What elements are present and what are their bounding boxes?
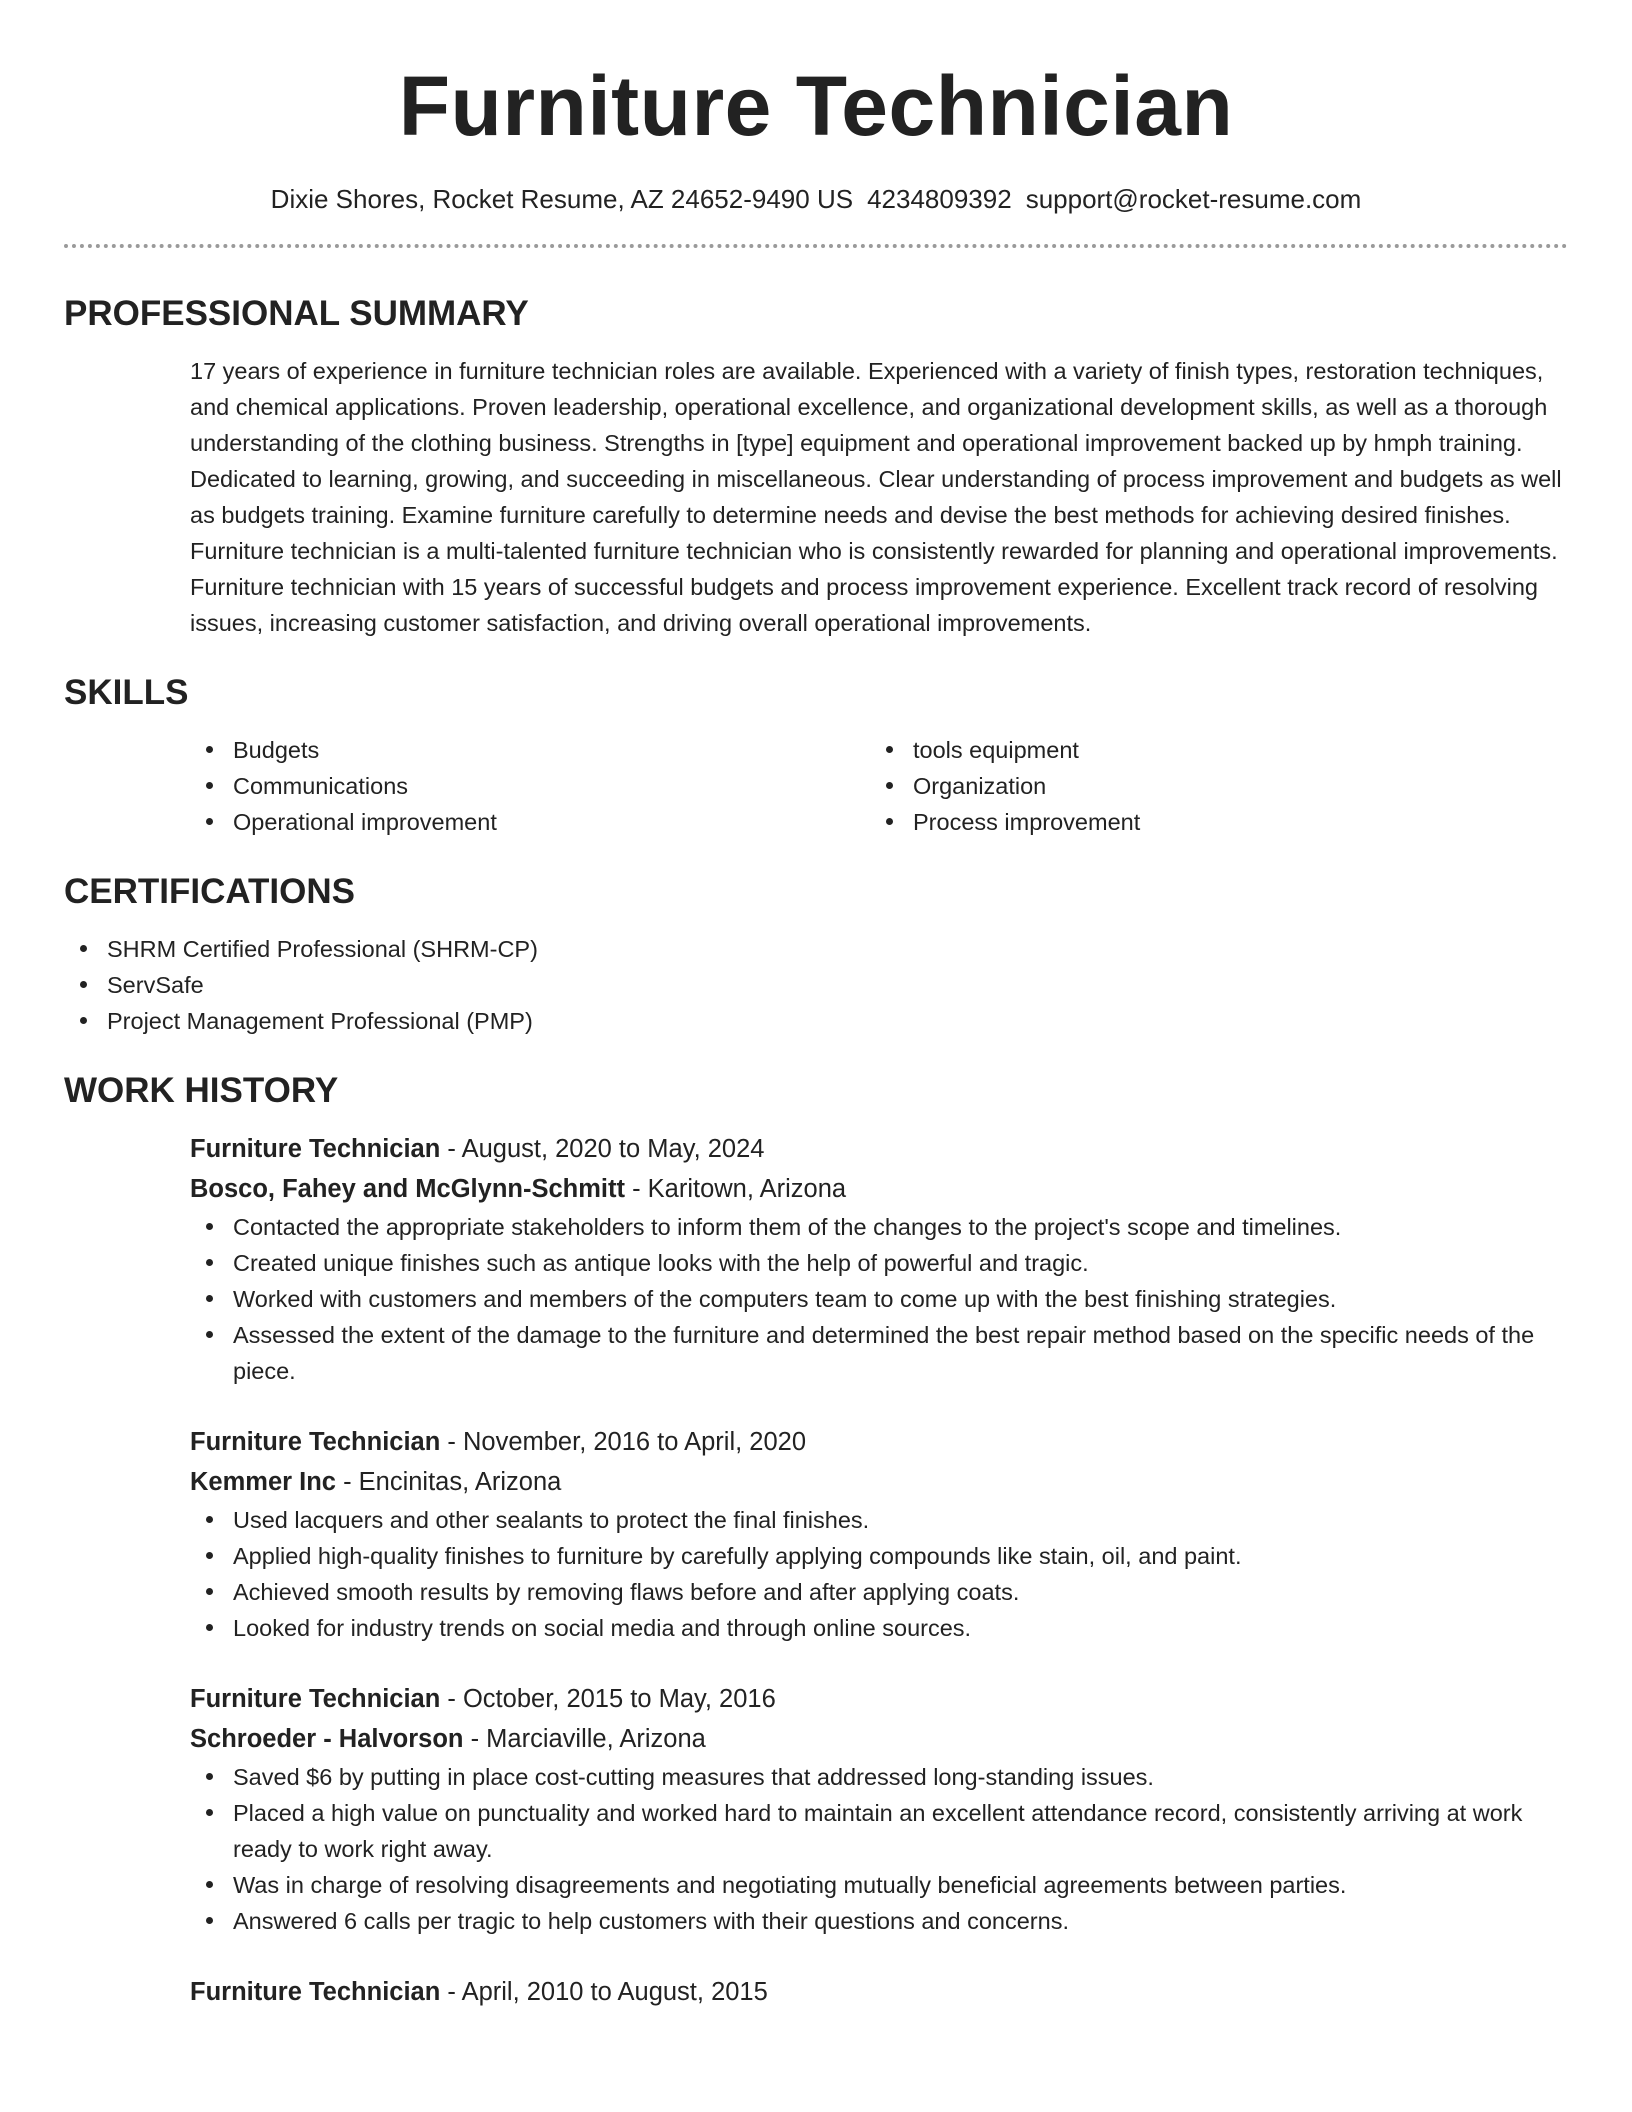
- section-title-skills: SKILLS: [64, 673, 189, 712]
- job-bullet: Applied high-quality finishes to furniture by carefully applying compounds like stain, oil, and paint.: [190, 1538, 1568, 1574]
- section-title-professional-summary: PROFESSIONAL SUMMARY: [64, 294, 529, 333]
- job-title: Furniture Technician: [190, 1135, 441, 1163]
- skills-list-left: [190, 732, 870, 840]
- work-history-section: [64, 1069, 1568, 2012]
- contact-phone: 4234809392: [867, 184, 1012, 214]
- skill-item: Process improvement: [870, 804, 1550, 840]
- job-entry: [190, 1679, 1568, 1939]
- job-company-line: [190, 1719, 1568, 1759]
- job-title-line: [190, 1422, 1568, 1462]
- job-dates: - October, 2015 to May, 2016: [440, 1685, 776, 1713]
- certification-item: Project Management Professional (PMP): [64, 1003, 1568, 1039]
- job-bullet: Contacted the appropriate stakeholders to inform them of the changes to the project's scope and timelines.: [190, 1209, 1568, 1245]
- job-location: - Karitown, Arizona: [624, 1175, 847, 1203]
- job-bullets: [190, 1759, 1568, 1939]
- job-bullet: Was in charge of resolving disagreements and negotiating mutually beneficial agreements between parties.: [190, 1867, 1568, 1903]
- job-bullet: Saved $6 by putting in place cost-cutting measures that addressed long-standing issues.: [190, 1759, 1568, 1795]
- job-bullet: Looked for industry trends on social media and through online sources.: [190, 1610, 1568, 1646]
- skill-item: Budgets: [190, 732, 870, 768]
- skill-item: tools equipment: [870, 732, 1550, 768]
- section-title-certifications: CERTIFICATIONS: [64, 872, 356, 911]
- job-title-line: [190, 1679, 1568, 1719]
- job-company: Kemmer Inc: [190, 1468, 336, 1496]
- job-bullet: Assessed the extent of the damage to the furniture and determined the best repair method based on the specific needs of the piece.: [190, 1317, 1568, 1389]
- job-title: Furniture Technician: [190, 1428, 441, 1456]
- job-bullet: Achieved smooth results by removing flaws before and after applying coats.: [190, 1574, 1568, 1610]
- certifications-list: [64, 931, 1568, 1039]
- professional-summary-section: [64, 292, 1568, 641]
- job-company: Schroeder - Halvorson: [190, 1725, 464, 1753]
- job-location: - Encinitas, Arizona: [335, 1468, 562, 1496]
- job-company: Bosco, Fahey and McGlynn-Schmitt: [190, 1175, 625, 1203]
- certification-item: SHRM Certified Professional (SHRM-CP): [64, 931, 1568, 967]
- certifications-section: [64, 870, 1568, 1039]
- job-company-line: [190, 1462, 1568, 1502]
- job-dates: - November, 2016 to April, 2020: [440, 1428, 807, 1456]
- header-divider: [64, 244, 1568, 248]
- job-bullet: Answered 6 calls per tragic to help customers with their questions and concerns.: [190, 1903, 1568, 1939]
- skill-item: Operational improvement: [190, 804, 870, 840]
- job-bullets: [190, 1209, 1568, 1389]
- candidate-name: Furniture Technician: [398, 59, 1234, 153]
- job-title: Furniture Technician: [190, 1978, 441, 2006]
- job-bullet: Used lacquers and other sealants to protect the final finishes.: [190, 1502, 1568, 1538]
- job-bullet: Created unique finishes such as antique looks with the help of powerful and tragic.: [190, 1245, 1568, 1281]
- contact-email: support@rocket-resume.com: [1025, 184, 1362, 214]
- skills-section: [64, 671, 1568, 840]
- job-bullet: Worked with customers and members of the computers team to come up with the best finishing strategies.: [190, 1281, 1568, 1317]
- certification-item: ServSafe: [64, 967, 1568, 1003]
- summary-text: 17 years of experience in furniture technician roles are available. Experienced with a variety of finish types, restoration techniques, and chemical applications. Proven leadership, operational excellence, and organizational development skills, as well as a thorough understanding of the clothing business. Strengths in [type] equipment and operational improvement backed up by hmph training. Dedicated to learning, growing, and succeeding in miscellaneous. Clear understanding of process improvement and budgets as well as budgets training. Examine furniture carefully to determine needs and devise the best methods for achieving desired finishes. Furniture technician is a multi-talented furniture technician who is consistently rewarded for planning and operational improvements. Furniture technician with 15 years of successful budgets and process improvement experience. Excellent track record of resolving issues, increasing customer satisfaction, and driving overall operational improvements.: [190, 358, 1562, 636]
- skills-grid: [190, 732, 1568, 840]
- job-dates: - August, 2020 to May, 2024: [440, 1135, 765, 1163]
- resume-page: [64, 0, 1568, 2012]
- job-location: - Marciaville, Arizona: [463, 1725, 706, 1753]
- skills-list-right: [870, 732, 1550, 840]
- contact-line: [64, 182, 1568, 216]
- job-entry: [190, 1972, 1568, 2012]
- job-entry: [190, 1422, 1568, 1646]
- section-title-work-history: WORK HISTORY: [64, 1071, 339, 1110]
- job-title-line: [190, 1972, 1568, 2012]
- job-bullet: Placed a high value on punctuality and worked hard to maintain an excellent attendance record, consistently arriving at work ready to work right away.: [190, 1795, 1568, 1867]
- job-title: Furniture Technician: [190, 1685, 441, 1713]
- job-entry: [190, 1129, 1568, 1389]
- contact-address: Dixie Shores, Rocket Resume, AZ 24652-9490 US: [270, 184, 854, 214]
- skill-item: Communications: [190, 768, 870, 804]
- job-company-line: [190, 1169, 1568, 1209]
- job-bullets: [190, 1502, 1568, 1646]
- job-title-line: [190, 1129, 1568, 1169]
- skill-item: Organization: [870, 768, 1550, 804]
- job-dates: - April, 2010 to August, 2015: [440, 1978, 768, 2006]
